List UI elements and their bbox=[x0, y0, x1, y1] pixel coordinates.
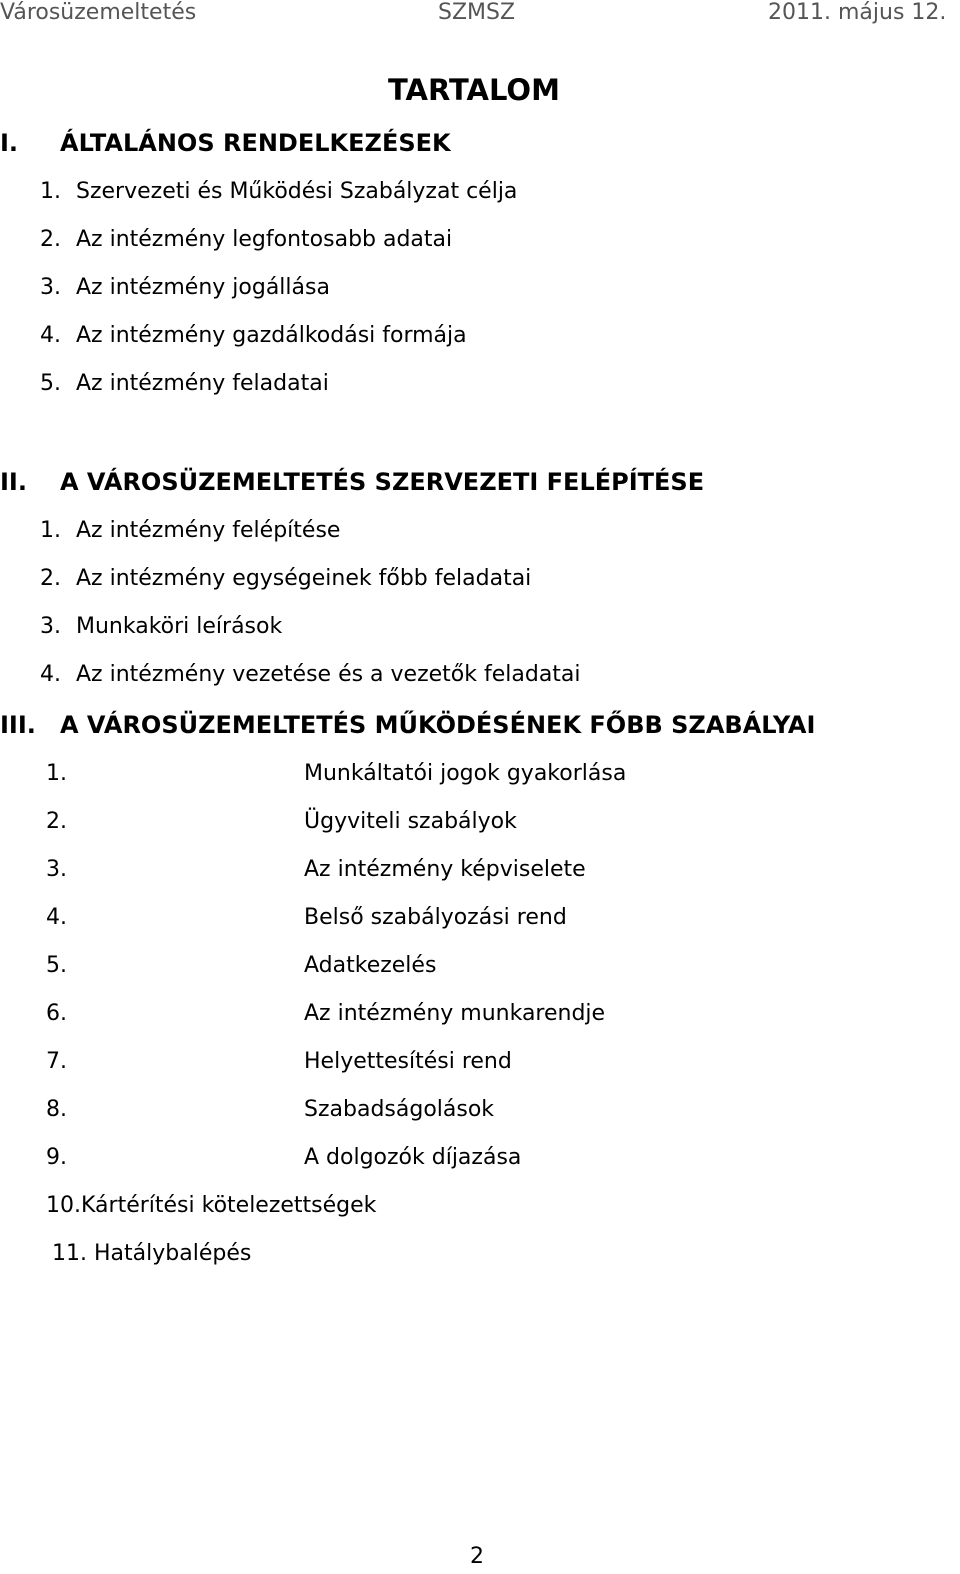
toc-item-text: Az intézmény egységeinek főbb feladatai bbox=[76, 566, 532, 591]
toc-item bbox=[40, 613, 283, 641]
toc-item-text: Belső szabályozási rend bbox=[304, 905, 567, 930]
toc-item-text: Adatkezelés bbox=[304, 953, 437, 978]
toc-item-text: Hatálybalépés bbox=[94, 1241, 252, 1266]
toc-item bbox=[46, 952, 437, 980]
toc-item bbox=[40, 226, 453, 254]
section-numeral: III. bbox=[0, 711, 36, 739]
toc-item-text: Szervezeti és Működési Szabályzat célja bbox=[76, 179, 518, 204]
toc-item-text: Szabadságolások bbox=[304, 1097, 495, 1122]
toc-item-number: 1. bbox=[40, 179, 61, 204]
toc-item bbox=[46, 1048, 512, 1076]
section-title: A VÁROSÜZEMELTETÉS MŰKÖDÉSÉNEK FŐBB SZABÁLYAI bbox=[60, 711, 816, 739]
section-title: ÁLTALÁNOS RENDELKEZÉSEK bbox=[60, 129, 451, 157]
toc-item bbox=[40, 565, 532, 593]
toc-item-number: 1. bbox=[40, 518, 61, 543]
toc-item-text: Az intézmény jogállása bbox=[76, 275, 330, 300]
toc-item bbox=[40, 322, 467, 350]
toc-item-number: 10. bbox=[46, 1193, 81, 1218]
header-left: Városüzemeltetés bbox=[0, 0, 197, 25]
toc-item-number: 5. bbox=[46, 953, 67, 978]
toc-item-text: Az intézmény vezetése és a vezetők feladatai bbox=[76, 662, 581, 687]
toc-item bbox=[46, 1144, 522, 1172]
section-numeral: II. bbox=[0, 468, 27, 496]
toc-item-text: Az intézmény legfontosabb adatai bbox=[76, 227, 453, 252]
section-title: A VÁROSÜZEMELTETÉS SZERVEZETI FELÉPÍTÉSE bbox=[60, 468, 705, 496]
toc-item bbox=[52, 1240, 251, 1268]
toc-item-number: 6. bbox=[46, 1001, 67, 1026]
toc-item-number: 4. bbox=[40, 662, 61, 687]
page-number: 2 bbox=[470, 1544, 484, 1569]
toc-item-number: 5. bbox=[40, 371, 61, 396]
toc-item-number: 7. bbox=[46, 1049, 67, 1074]
toc-item-number: 2. bbox=[40, 566, 61, 591]
toc-item-number: 11. bbox=[52, 1241, 87, 1266]
toc-item-text: A dolgozók díjazása bbox=[304, 1145, 522, 1170]
toc-item-text: Munkáltatói jogok gyakorlása bbox=[304, 761, 627, 786]
toc-item-text: Az intézmény gazdálkodási formája bbox=[76, 323, 467, 348]
toc-item-number: 3. bbox=[46, 857, 67, 882]
toc-item-text: Az intézmény felépítése bbox=[76, 518, 341, 543]
toc-item bbox=[46, 1000, 606, 1028]
toc-item bbox=[40, 517, 341, 545]
section-numeral: I. bbox=[0, 129, 19, 157]
toc-item-text: Ügyviteli szabályok bbox=[304, 809, 517, 834]
toc-item-number: 9. bbox=[46, 1145, 67, 1170]
toc-item-text: Az intézmény feladatai bbox=[76, 371, 329, 396]
header-right: 2011. május 12. bbox=[768, 0, 947, 25]
toc-item-text: Az intézmény munkarendje bbox=[304, 1001, 606, 1026]
toc-item bbox=[40, 274, 330, 302]
toc-item-number: 4. bbox=[46, 905, 67, 930]
toc-item-number: 1. bbox=[46, 761, 67, 786]
toc-item bbox=[40, 661, 581, 689]
toc-item-number: 3. bbox=[40, 275, 61, 300]
toc-item-number: 4. bbox=[40, 323, 61, 348]
toc-item bbox=[40, 178, 518, 206]
toc-item-number: 2. bbox=[46, 809, 67, 834]
page-title: TARTALOM bbox=[388, 73, 560, 107]
header-center: SZMSZ bbox=[438, 0, 516, 25]
toc-item bbox=[46, 904, 567, 932]
toc-item-text: Az intézmény képviselete bbox=[304, 857, 586, 882]
toc-item-number: 2. bbox=[40, 227, 61, 252]
toc-item bbox=[46, 808, 517, 836]
toc-item-number: 8. bbox=[46, 1097, 67, 1122]
toc-item bbox=[46, 856, 586, 884]
toc-item-number: 3. bbox=[40, 614, 61, 639]
toc-item-text: Munkaköri leírások bbox=[76, 614, 283, 639]
toc-item-text: Helyettesítési rend bbox=[304, 1049, 512, 1074]
toc-item bbox=[46, 1192, 376, 1220]
toc-item-text: Kártérítési kötelezettségek bbox=[81, 1193, 377, 1218]
toc-item bbox=[40, 370, 329, 398]
toc-item bbox=[46, 1096, 495, 1124]
toc-item bbox=[46, 760, 627, 788]
